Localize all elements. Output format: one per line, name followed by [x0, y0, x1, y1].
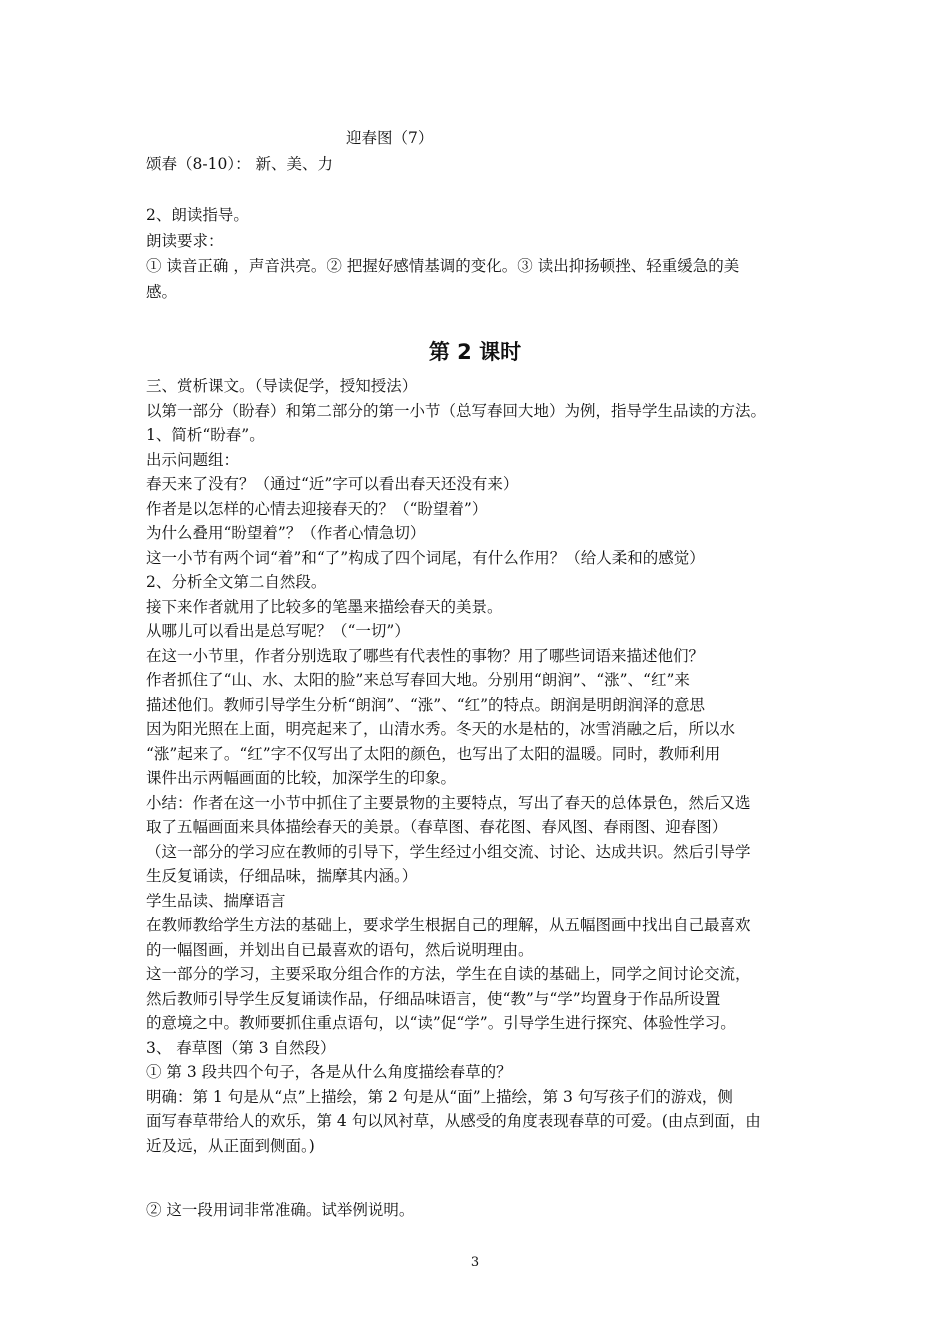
text-line: 以第一部分（盼春）和第二部分的第一小节（总写春回大地）为例，指导学生品读的方法。: [146, 401, 767, 420]
text-line: 为什么叠用“盼望着”？（作者心情急切）: [146, 524, 426, 542]
text-line: 2、朗读指导。: [146, 206, 249, 224]
text-line: ② 这一段用词非常准确。试举例说明。: [146, 1201, 415, 1219]
text-line: 这一部分的学习，主要采取分组合作的方法，学生在自读的基础上，同学之间讨论交流，: [146, 965, 751, 983]
text-line: 3、 春草图（第 3 自然段）: [146, 1038, 336, 1057]
text-line: 小结：作者在这一小节中抓住了主要景物的主要特点，写出了春天的总体景色，然后又选: [146, 793, 751, 812]
text-line: 春天来了没有？（通过“近”字可以看出春天还没有来）: [146, 475, 519, 493]
text-line: 取了五幅画面来具体描绘春天的美景。（春草图、春花图、春风图、春雨图、迎春图）: [146, 818, 728, 836]
text-line: 三、赏析课文。（导读促学，授知授法）: [146, 377, 418, 395]
text-line: 作者抓住了“山、水、太阳的脸”来总写春回大地。分别用“朗润”、“涨”、“红”来: [146, 671, 690, 689]
text-line: 出示问题组：: [146, 450, 240, 469]
text-line: ① 读音正确 ，声音洪亮。② 把握好感情基调的变化。③ 读出抑扬顿挫、轻重缓急的美: [146, 257, 740, 275]
text-line: 的一幅图画，并划出自已最喜欢的语句，然后说明理由。: [146, 940, 534, 959]
text-line: 从哪儿可以看出是总写呢？（“一切”）: [146, 622, 410, 640]
text-line: 生反复诵读，仔细品味，揣摩其内涵。）: [146, 867, 418, 885]
text-line: 朗读要求：: [146, 232, 224, 250]
text-line: 描述他们。教师引导学生分析“朗润”、“涨”、“红”的特点。朗润是明朗润泽的意思: [146, 695, 706, 714]
text-line: 作者是以怎样的心情去迎接春天的？（“盼望着”）: [146, 499, 488, 518]
heading-yingchuntu: 迎春图（7）: [346, 129, 434, 147]
text-line: 1、简析“盼春”。: [146, 426, 265, 444]
page-number: 3: [470, 1255, 480, 1270]
text-line: 在教师教给学生方法的基础上，要求学生根据自己的理解，从五幅图画中找出自己最喜欢: [146, 916, 751, 934]
text-line: ① 第 3 段共四个句子，各是从什么角度描绘春草的？: [146, 1063, 512, 1081]
section-title: 第 2 课时: [428, 340, 522, 364]
text-line: （这一部分的学习应在教师的引导下，学生经过小组交流、讨论、达成共识。然后引导学: [146, 842, 751, 861]
text-line: 这一小节有两个词“着”和“了”构成了四个词尾，有什么作用？（给人柔和的感觉）: [146, 548, 705, 567]
text-line: 因为阳光照在上面，明亮起来了，山清水秀。冬天的水是枯的，冰雪消融之后，所以水: [146, 720, 736, 738]
text-line: “涨”起来了。“红”字不仅写出了太阳的颜色，也写出了太阳的温暖。同时，教师利用: [146, 744, 721, 763]
text-line: 然后教师引导学生反复诵读作品，仔细品味语言，使“教”与“学”均置身于作品所设置: [146, 989, 721, 1008]
text-line: 接下来作者就用了比较多的笔墨来描绘春天的美景。: [146, 597, 503, 616]
text-line: 感。: [146, 283, 178, 301]
text-line: 面写春草带给人的欢乐，第 4 句以风衬草，从感受的角度表现春草的可爱。(由点到面，由: [146, 1112, 761, 1130]
text-line: 的意境之中。教师要抓住重点语句，以“读”促“学”。引导学生进行探究、体验性学习。: [146, 1014, 736, 1032]
text-line: 2、分析全文第二自然段。: [146, 573, 327, 591]
text-line: 在这一小节里，作者分别选取了哪些有代表性的事物？用了哪些词语来描述他们？: [146, 646, 705, 665]
text-line: 近及远，从正面到侧面。): [146, 1136, 315, 1155]
text-line: 课件出示两幅画面的比较，加深学生的印象。: [146, 769, 457, 787]
text-line: 学生品读、揣摩语言: [146, 891, 286, 910]
text-line: 明确：第 1 句是从“点”上描绘，第 2 句是从“面”上描绘，第 3 句写孩子们的游戏，侧: [146, 1087, 733, 1106]
text-line: 颂春（8-10）： 新、美、力: [146, 155, 333, 173]
